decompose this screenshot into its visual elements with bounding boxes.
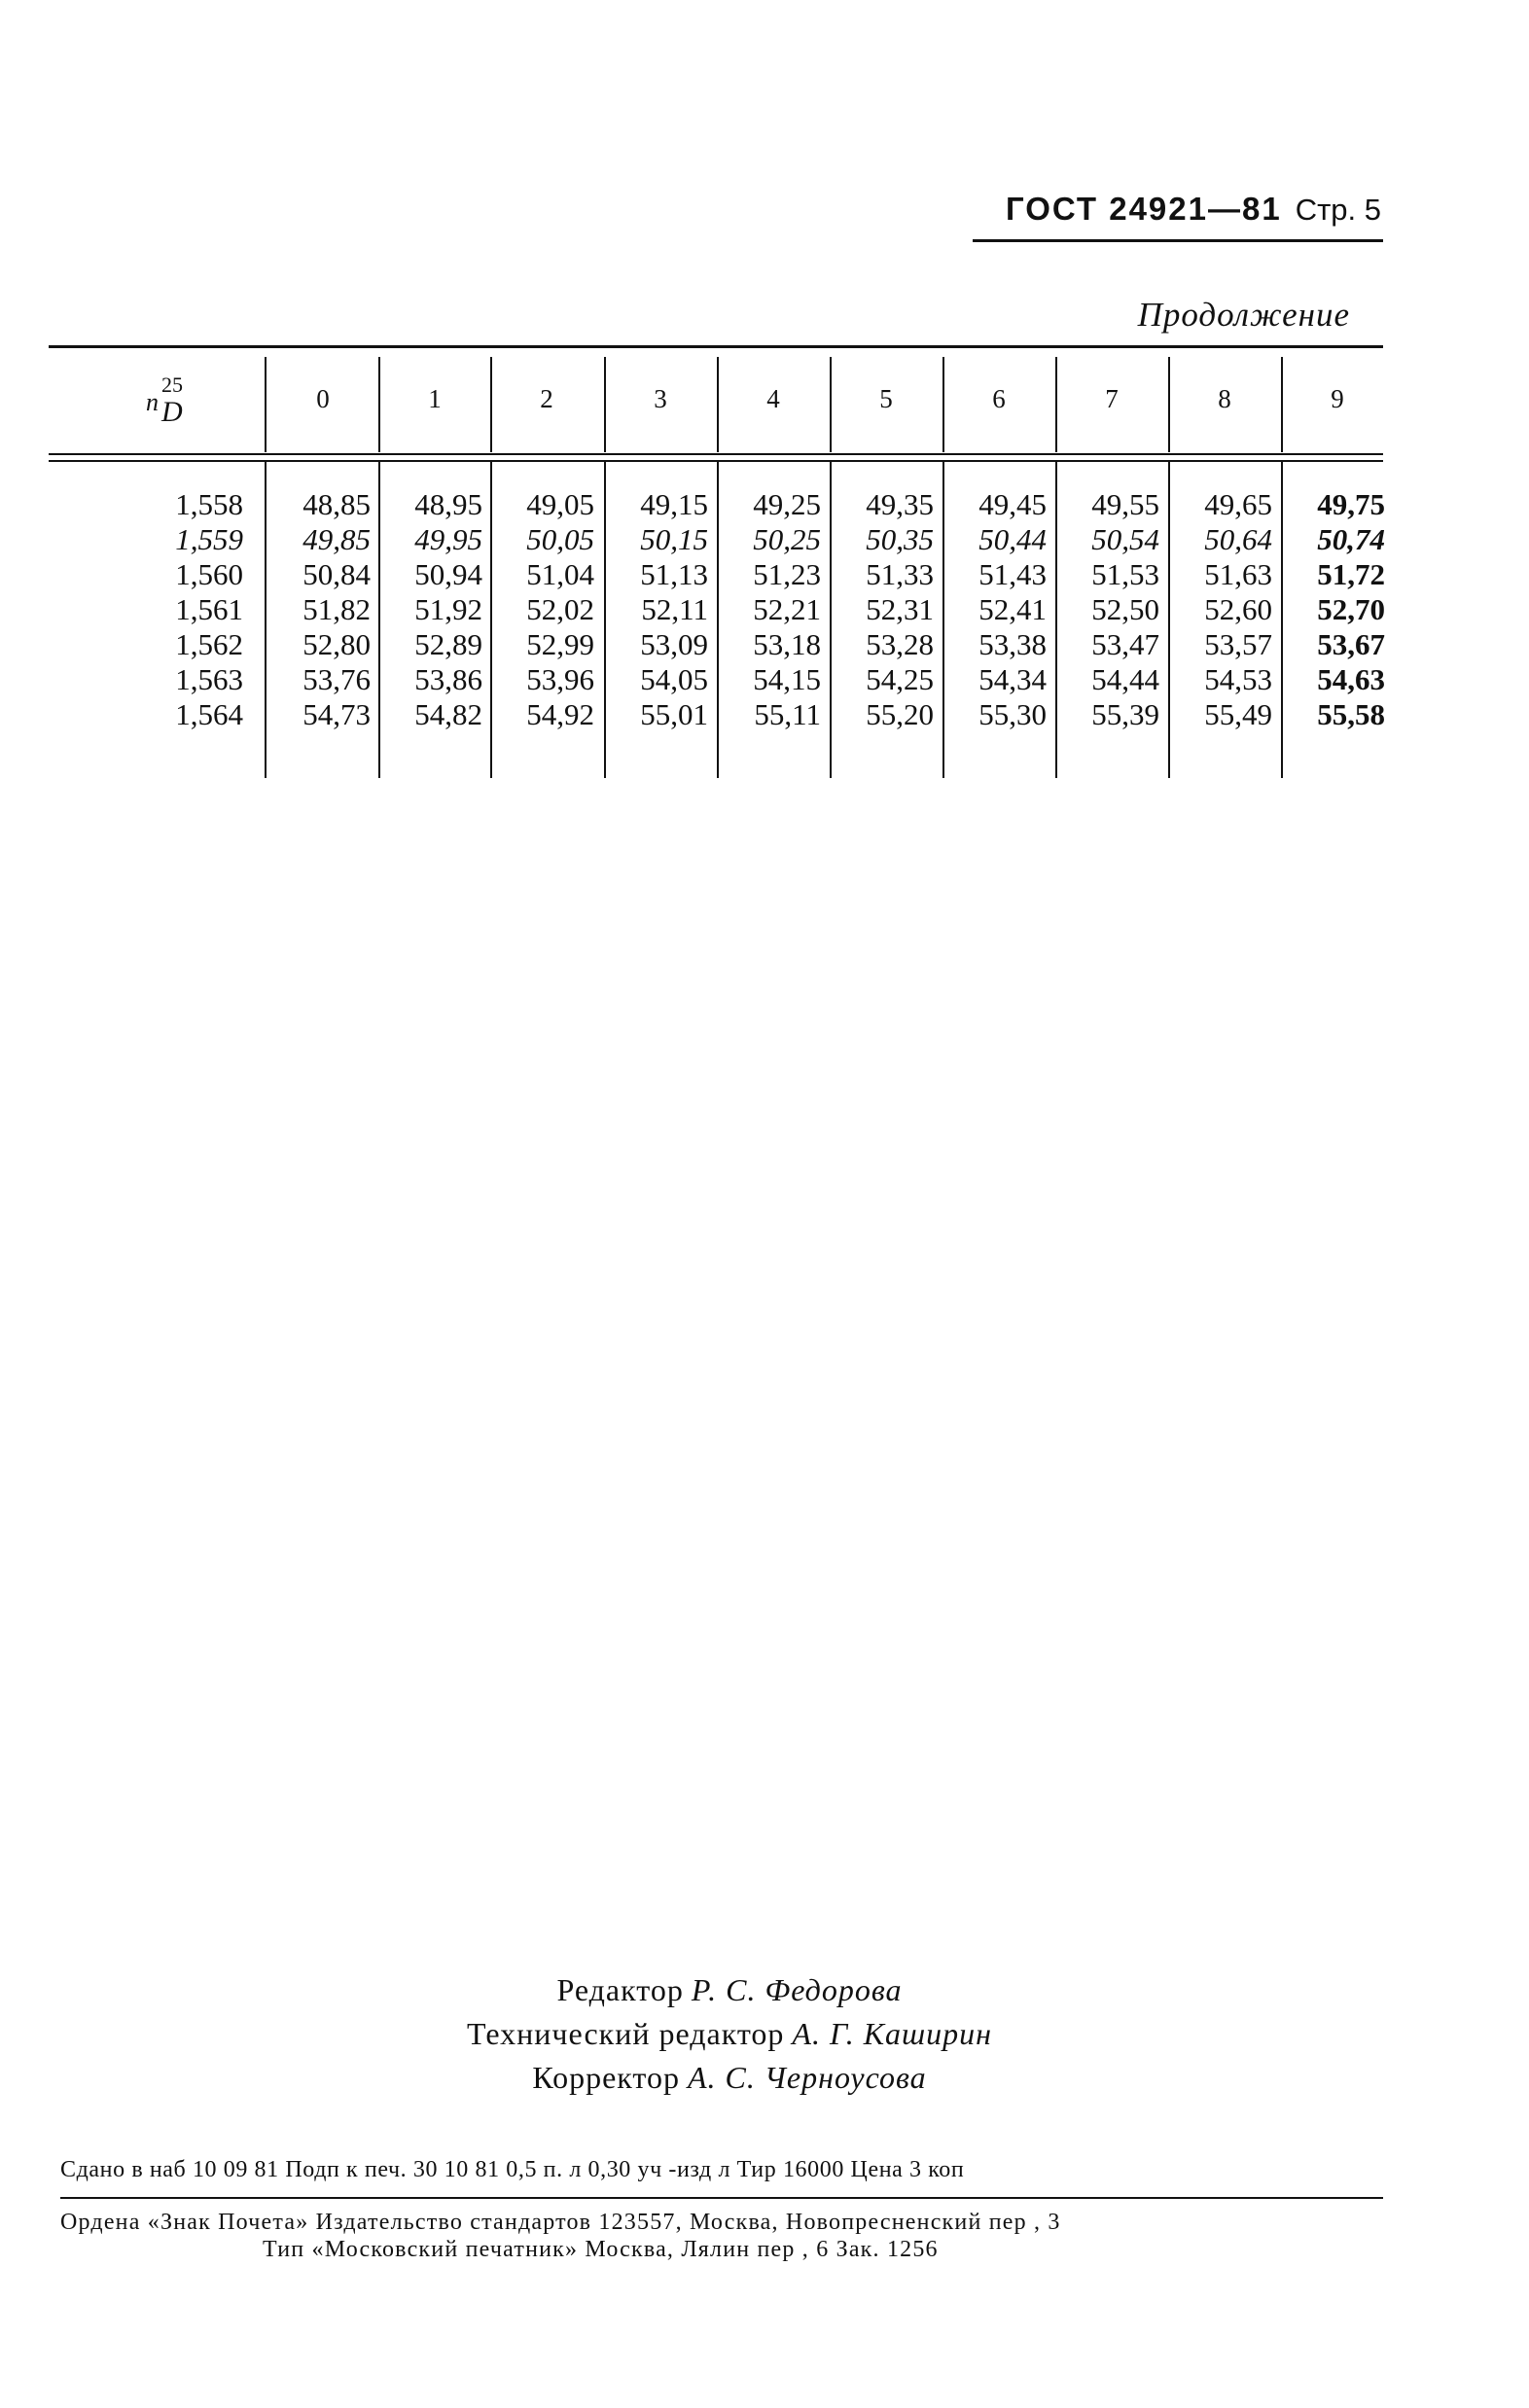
table-cell: 50,74 <box>1317 522 1385 556</box>
column-divider <box>830 357 832 452</box>
table-cell: 49,55 <box>1091 487 1159 521</box>
table-cell: 49,15 <box>640 487 708 521</box>
column-header-1: 1 <box>428 383 442 413</box>
header-rule-lower <box>49 460 1383 462</box>
credit-name: А. С. Черноусова <box>687 2060 927 2095</box>
table-cell: 49,85 <box>302 522 371 556</box>
column-header-7: 7 <box>1105 383 1119 413</box>
column-divider <box>490 357 492 452</box>
data-table <box>49 345 1383 773</box>
table-cell: 48,95 <box>414 487 482 521</box>
table-cell: 49,05 <box>526 487 594 521</box>
table-cell: 55,49 <box>1204 697 1272 731</box>
table-cell: 49,75 <box>1317 487 1385 521</box>
table-cell: 51,04 <box>526 557 594 591</box>
column-divider <box>717 357 719 452</box>
table-cell: 55,39 <box>1091 697 1159 731</box>
row-key: 1,562 <box>175 627 243 661</box>
credit-name: Р. С. Федорова <box>691 1972 903 2007</box>
table-cell: 55,58 <box>1317 697 1385 731</box>
column-divider <box>1281 357 1283 452</box>
column-divider <box>942 357 944 452</box>
column-header-4: 4 <box>766 383 780 413</box>
credit-tech-editor <box>292 2016 1167 2052</box>
table-cell: 54,15 <box>753 662 821 696</box>
page-number: Стр. 5 <box>1295 193 1381 227</box>
table-row <box>49 557 1383 592</box>
table-cell: 50,44 <box>978 522 1047 556</box>
table-cell: 54,53 <box>1204 662 1272 696</box>
table-cell: 52,02 <box>526 592 594 626</box>
table-cell: 52,60 <box>1204 592 1272 626</box>
credit-name: А. Г. Каширин <box>792 2016 993 2051</box>
column-header-8: 8 <box>1218 383 1231 413</box>
table-cell: 49,95 <box>414 522 482 556</box>
table-cell: 54,25 <box>866 662 934 696</box>
table-cell: 49,45 <box>978 487 1047 521</box>
table-cell: 52,31 <box>866 592 934 626</box>
credit-proofreader <box>292 2060 1167 2096</box>
table-cell: 54,92 <box>526 697 594 731</box>
index-symbol: n <box>146 388 159 416</box>
table-cell: 48,85 <box>302 487 371 521</box>
table-cell: 50,35 <box>866 522 934 556</box>
table-cell: 52,21 <box>753 592 821 626</box>
index-superscript: 25 <box>161 372 183 397</box>
index-subscript: D <box>161 396 183 428</box>
row-key: 1,560 <box>175 557 243 591</box>
credit-role: Корректор <box>532 2060 680 2095</box>
refractive-index-header <box>49 345 265 452</box>
column-header-6: 6 <box>992 383 1006 413</box>
table-cell: 50,15 <box>640 522 708 556</box>
table-cell: 52,99 <box>526 627 594 661</box>
table-cell: 55,20 <box>866 697 934 731</box>
continued-label: Продолжение <box>1137 296 1350 334</box>
table-cell: 54,05 <box>640 662 708 696</box>
table-cell: 51,63 <box>1204 557 1272 591</box>
imprint-line-1: Сдано в наб 10 09 81 Подп к печ. 30 10 81 0,5 п. л 0,30 уч -изд л Тир 16000 Цена 3 коп <box>60 2157 965 2182</box>
table-row <box>49 697 1383 732</box>
table-row <box>49 592 1383 627</box>
standard-number: ГОСТ 24921—81 <box>1005 191 1282 227</box>
table-cell: 50,05 <box>526 522 594 556</box>
table-cell: 53,09 <box>640 627 708 661</box>
table-cell: 54,44 <box>1091 662 1159 696</box>
table-cell: 50,84 <box>302 557 371 591</box>
table-cell: 53,57 <box>1204 627 1272 661</box>
table-cell: 51,92 <box>414 592 482 626</box>
column-header-3: 3 <box>654 383 667 413</box>
header-rule <box>973 239 1383 242</box>
row-key: 1,558 <box>175 487 243 521</box>
table-cell: 52,11 <box>641 592 708 626</box>
table-cell: 55,30 <box>978 697 1047 731</box>
imprint-line-2: Ордена «Знак Почета» Издательство стандартов 123557, Москва, Новопресненский пер , 3 <box>60 2210 1061 2235</box>
table-cell: 49,35 <box>866 487 934 521</box>
row-key: 1,563 <box>175 662 243 696</box>
table-cell: 52,50 <box>1091 592 1159 626</box>
column-divider <box>1055 357 1057 452</box>
table-cell: 51,53 <box>1091 557 1159 591</box>
table-cell: 51,23 <box>753 557 821 591</box>
table-cell: 53,86 <box>414 662 482 696</box>
column-divider <box>378 357 380 452</box>
table-cell: 51,33 <box>866 557 934 591</box>
table-cell: 53,76 <box>302 662 371 696</box>
header-rule-upper <box>49 453 1383 455</box>
table-cell: 53,28 <box>866 627 934 661</box>
table-cell: 54,73 <box>302 697 371 731</box>
table-cell: 51,72 <box>1317 557 1385 591</box>
table-cell: 51,13 <box>640 557 708 591</box>
table-row <box>49 627 1383 662</box>
table-cell: 49,65 <box>1204 487 1272 521</box>
imprint-rule <box>60 2197 1383 2199</box>
column-divider <box>1168 357 1170 452</box>
credit-role: Редактор <box>556 1972 684 2007</box>
table-cell: 50,94 <box>414 557 482 591</box>
table-cell: 52,80 <box>302 627 371 661</box>
table-cell: 53,38 <box>978 627 1047 661</box>
table-cell: 52,41 <box>978 592 1047 626</box>
table-cell: 53,67 <box>1317 627 1385 661</box>
column-header-2: 2 <box>540 383 553 413</box>
column-header-5: 5 <box>879 383 893 413</box>
column-header-0: 0 <box>316 383 330 413</box>
table-row <box>49 522 1383 557</box>
table-cell: 55,01 <box>640 697 708 731</box>
table-cell: 50,64 <box>1204 522 1272 556</box>
table-cell: 51,82 <box>302 592 371 626</box>
table-cell: 50,54 <box>1091 522 1159 556</box>
table-cell: 54,63 <box>1317 662 1385 696</box>
table-row <box>49 487 1383 522</box>
row-key: 1,564 <box>175 697 243 731</box>
row-key: 1,559 <box>175 522 243 556</box>
table-cell: 50,25 <box>753 522 821 556</box>
credit-editor <box>292 1972 1167 2008</box>
column-divider <box>604 357 606 452</box>
table-cell: 49,25 <box>753 487 821 521</box>
table-cell: 53,96 <box>526 662 594 696</box>
credit-role: Технический редактор <box>466 2016 785 2051</box>
page-header <box>963 191 1381 235</box>
table-cell: 52,89 <box>414 627 482 661</box>
table-cell: 54,82 <box>414 697 482 731</box>
table-cell: 54,34 <box>978 662 1047 696</box>
table-cell: 53,47 <box>1091 627 1159 661</box>
table-cell: 51,43 <box>978 557 1047 591</box>
table-cell: 53,18 <box>753 627 821 661</box>
column-header-9: 9 <box>1331 383 1344 413</box>
row-key: 1,561 <box>175 592 243 626</box>
imprint-line-3: Тип «Московский печатник» Москва, Лялин пер , 6 Зак. 1256 <box>263 2237 939 2262</box>
column-divider <box>265 357 267 452</box>
table-cell: 52,70 <box>1317 592 1385 626</box>
table-row <box>49 662 1383 697</box>
table-cell: 55,11 <box>754 697 821 731</box>
